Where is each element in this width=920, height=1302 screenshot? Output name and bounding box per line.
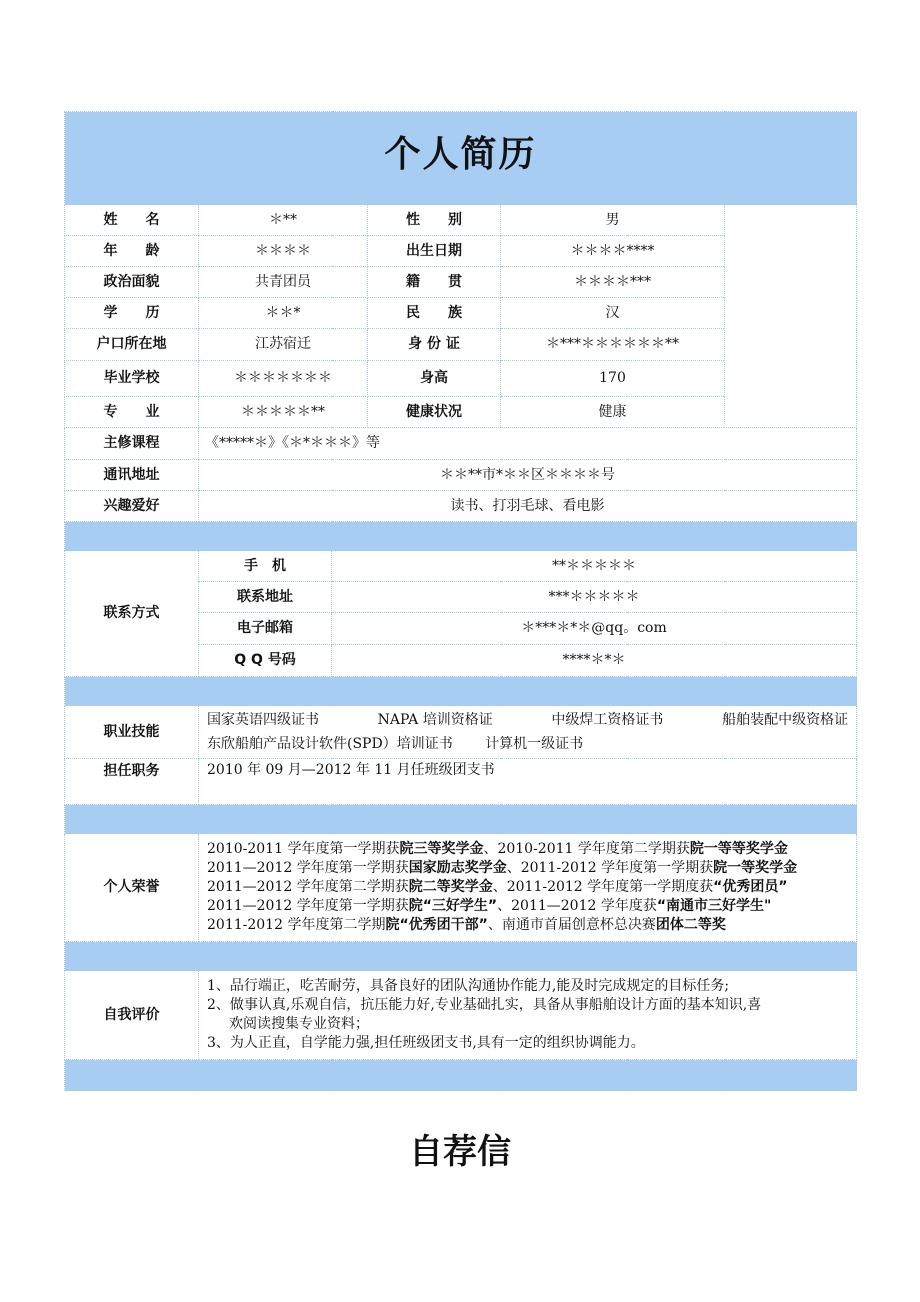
edu-label: 学 历 bbox=[65, 298, 199, 329]
contact-label: 联系方式 bbox=[65, 551, 199, 677]
hukou-value: 江苏宿迁 bbox=[199, 329, 368, 361]
skill-item: 国家英语四级证书 bbox=[207, 712, 319, 728]
row-honors bbox=[65, 834, 857, 942]
email-value: ＊***＊*＊@qq。com bbox=[332, 613, 857, 645]
honor-text: 2011—2012 学年度第一学期获 bbox=[207, 860, 409, 876]
political-value: 共青团员 bbox=[199, 267, 368, 298]
email-label: 电子邮箱 bbox=[199, 613, 332, 645]
honor-text: 、2011—2012 学年度获 bbox=[497, 898, 657, 914]
divider-band bbox=[65, 522, 857, 551]
honor-text: 、2011-2012 学年度第一学期度获 bbox=[492, 879, 714, 895]
phone-label: 手 机 bbox=[199, 551, 332, 582]
row-positions bbox=[65, 759, 857, 805]
school-label: 毕业学校 bbox=[65, 361, 199, 397]
birth-label: 出生日期 bbox=[368, 236, 501, 267]
courses-label: 主修课程 bbox=[65, 428, 199, 460]
row-skills bbox=[65, 706, 857, 759]
major-label: 专 业 bbox=[65, 397, 199, 428]
native-value: ＊＊＊＊*** bbox=[501, 267, 725, 298]
skill-item: 中级焊工资格证书 bbox=[551, 712, 664, 728]
title-row bbox=[65, 112, 857, 205]
name-label: 姓 名 bbox=[65, 205, 199, 236]
positions-label: 担任职务 bbox=[65, 759, 199, 805]
courses-value: 《*****＊》《＊*＊＊＊》等 bbox=[199, 428, 857, 460]
honor-award: 院“优秀团干部” bbox=[385, 917, 488, 933]
honor-text: 2011—2012 学年度第二学期获 bbox=[207, 879, 409, 895]
honor-award: 院一等等奖学金 bbox=[689, 841, 788, 857]
self-eval-label: 自我评价 bbox=[65, 971, 199, 1060]
age-label: 年 龄 bbox=[65, 236, 199, 267]
height-label: 身高 bbox=[368, 361, 501, 397]
health-label: 健康状况 bbox=[368, 397, 501, 428]
page-title: 个人简历 bbox=[384, 133, 537, 175]
hobby-label: 兴趣爱好 bbox=[65, 491, 199, 522]
honor-award: “优秀团员” bbox=[713, 879, 788, 895]
gender-label: 性 别 bbox=[368, 205, 501, 236]
skills-line-1 bbox=[207, 708, 848, 732]
id-value: ＊***＊＊＊＊＊＊** bbox=[501, 329, 725, 361]
row-name bbox=[65, 205, 857, 236]
qq-value: ****＊*＊ bbox=[332, 645, 857, 677]
divider-band bbox=[65, 805, 857, 834]
id-label: 身 份 证 bbox=[368, 329, 501, 361]
skills-label: 职业技能 bbox=[65, 706, 199, 759]
self-eval-item: 3、为人正直，自学能力强,担任班级团支书,具有一定的组织协调能力。 bbox=[207, 1035, 645, 1051]
name-value: ＊** bbox=[199, 205, 368, 236]
honor-award: 团体二等奖 bbox=[655, 917, 726, 933]
skill-item: 东欣船舶产品设计软件(SPD）培训证书 bbox=[207, 736, 453, 752]
divider-band bbox=[65, 1060, 857, 1091]
contact-address-label: 联系地址 bbox=[199, 582, 332, 613]
skill-item: 船舶装配中级资格证 bbox=[722, 712, 849, 728]
honor-award: 国家励志奖学金 bbox=[408, 860, 507, 876]
qq-label: Q Q 号码 bbox=[199, 645, 332, 677]
age-value: ＊＊＊＊ bbox=[199, 236, 368, 267]
native-label: 籍 贯 bbox=[368, 267, 501, 298]
honor-text: 、2010-2011 学年度第二学期获 bbox=[483, 841, 690, 857]
major-value: ＊＊＊＊＊** bbox=[199, 397, 368, 428]
divider-band bbox=[65, 942, 857, 971]
honor-award: 院二等奖学金 bbox=[408, 879, 493, 895]
health-value: 健康 bbox=[501, 397, 725, 428]
row-self-evaluation bbox=[65, 971, 857, 1060]
political-label: 政治面貌 bbox=[65, 267, 199, 298]
photo-area bbox=[725, 205, 857, 428]
honor-line bbox=[207, 897, 848, 916]
skills-value bbox=[199, 706, 857, 759]
resume-table bbox=[64, 111, 857, 1091]
contact-address-value: ***＊＊＊＊＊ bbox=[332, 582, 857, 613]
positions-value: 2010 年 09 月—2012 年 11 月任班级团支书 bbox=[199, 759, 857, 805]
birth-value: ＊＊＊＊**** bbox=[501, 236, 725, 267]
edu-value: ＊＊* bbox=[199, 298, 368, 329]
honor-text: 2011—2012 学年度第一学期获 bbox=[207, 898, 409, 914]
skill-item: 计算机一级证书 bbox=[485, 736, 584, 752]
row-address bbox=[65, 460, 857, 491]
self-eval-item: 2、做事认真,乐观自信，抗压能力好,专业基础扎实，具备从事船舶设计方面的基本知识,喜 bbox=[207, 997, 762, 1013]
cover-letter-title: 自荐信 bbox=[409, 1132, 511, 1172]
divider-band bbox=[65, 677, 857, 706]
ethnic-label: 民 族 bbox=[368, 298, 501, 329]
honor-line bbox=[207, 859, 848, 878]
hukou-label: 户口所在地 bbox=[65, 329, 199, 361]
row-courses bbox=[65, 428, 857, 460]
ethnic-value: 汉 bbox=[501, 298, 725, 329]
honor-text: 2011-2012 学年度第二学期 bbox=[207, 917, 386, 933]
gender-value: 男 bbox=[501, 205, 725, 236]
phone-value: **＊＊＊＊＊ bbox=[332, 551, 857, 582]
self-eval-item-cont: 欢阅读搜集专业资料； bbox=[229, 1016, 369, 1032]
self-eval-item: 1、品行端正，吃苦耐劳，具备良好的团队沟通协作能力,能及时完成规定的目标任务; bbox=[207, 978, 730, 994]
self-eval-value bbox=[199, 971, 857, 1060]
honor-award: “南通市三好学生" bbox=[656, 898, 772, 914]
honor-award: 院一等奖学金 bbox=[713, 860, 798, 876]
honor-line bbox=[207, 916, 848, 935]
honor-line bbox=[207, 878, 848, 897]
row-phone bbox=[65, 551, 857, 582]
hobby-value: 读书、打羽毛球、看电影 bbox=[199, 491, 857, 522]
honor-line bbox=[207, 840, 848, 859]
honors-value bbox=[199, 834, 857, 942]
honor-award: 院“三好学生” bbox=[408, 898, 498, 914]
honors-label: 个人荣誉 bbox=[65, 834, 199, 942]
skill-item: NAPA 培训资格证 bbox=[377, 712, 493, 728]
honor-text: 、2011-2012 学年度第一学期获 bbox=[506, 860, 714, 876]
honor-text: 、南通市首届创意杯总决赛 bbox=[487, 917, 656, 933]
honor-text: 2010-2011 学年度第一学期获 bbox=[207, 841, 400, 857]
resume-sheet bbox=[64, 111, 856, 1091]
address-label: 通讯地址 bbox=[65, 460, 199, 491]
school-value: ＊＊＊＊＊＊＊ bbox=[199, 361, 368, 397]
skills-line-2 bbox=[207, 732, 848, 756]
address-value: ＊＊**市*＊＊区＊＊＊＊号 bbox=[199, 460, 857, 491]
honor-award: 院三等奖学金 bbox=[399, 841, 484, 857]
height-value: 170 bbox=[501, 361, 725, 397]
row-hobby bbox=[65, 491, 857, 522]
